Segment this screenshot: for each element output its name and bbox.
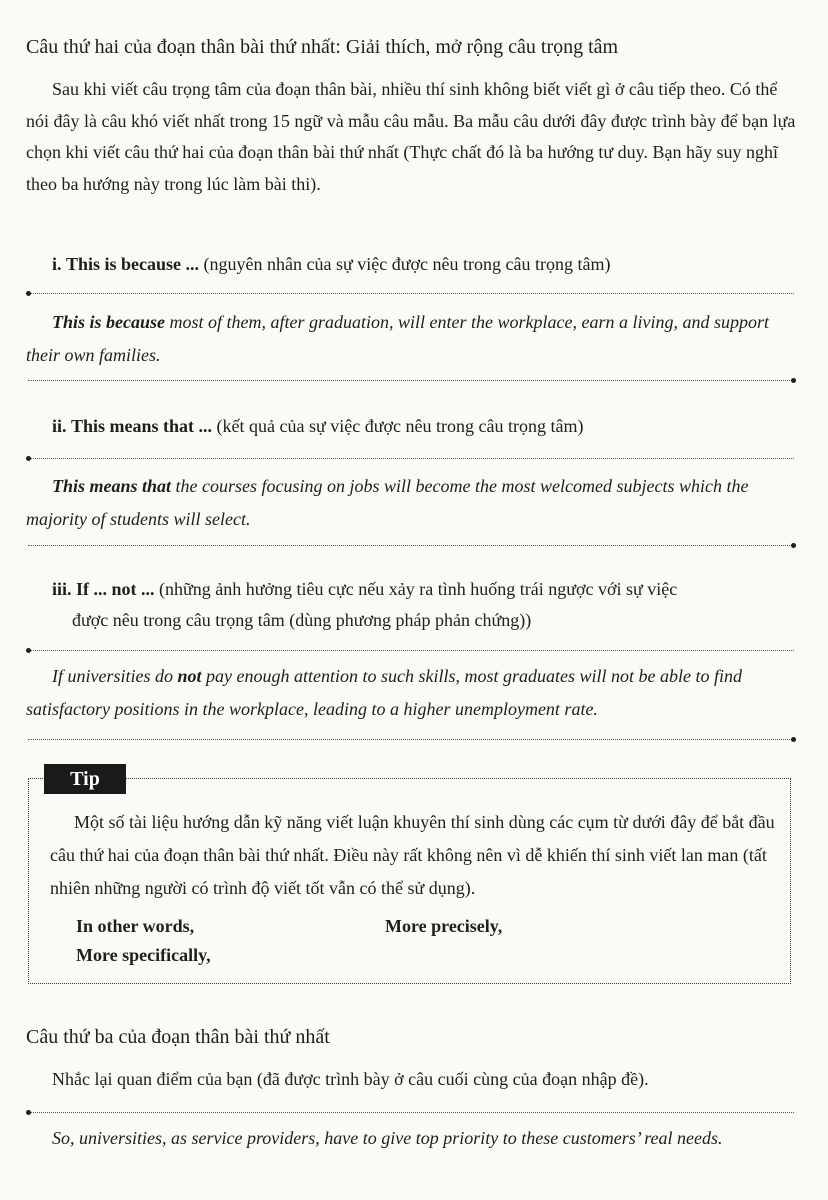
example-sentence-4 xyxy=(26,1122,798,1155)
dotted-divider xyxy=(28,293,794,294)
pattern-phrase: If ... not ... xyxy=(76,579,155,599)
pattern-number: ii. xyxy=(52,416,67,436)
example-sentence-2 xyxy=(26,470,798,536)
pattern-number: iii. xyxy=(52,579,72,599)
dotted-divider xyxy=(28,1112,794,1113)
dotted-divider xyxy=(28,380,794,381)
pattern-description: (những ảnh hưởng tiêu cực nếu xảy ra tình huống trái ngược với sự việc xyxy=(159,579,678,599)
example-text: So, universities, as service providers, have to give top priority to these customers’ real needs. xyxy=(52,1128,723,1148)
example-lead: This means that xyxy=(52,476,172,496)
dotted-divider xyxy=(28,545,794,546)
example-sentence-1 xyxy=(26,306,798,372)
pattern-item-3 xyxy=(52,574,802,636)
pattern-description: (kết quả của sự việc được nêu trong câu trọng tâm) xyxy=(216,416,584,436)
tip-label: Tip xyxy=(44,764,126,794)
pattern-description: (nguyên nhân của sự việc được nêu trong câu trọng tâm) xyxy=(203,254,611,274)
pattern-phrase: This means that ... xyxy=(71,416,213,436)
tip-phrase-more-precisely: More precisely, xyxy=(385,916,503,936)
dotted-divider xyxy=(28,739,794,740)
section-heading-second-sentence: Câu thứ hai của đoạn thân bài thứ nhất: Giải thích, mở rộng câu trọng tâm xyxy=(26,36,619,58)
dotted-divider xyxy=(28,650,794,651)
tip-text xyxy=(50,806,780,905)
intro-text: Sau khi viết câu trọng tâm của đoạn thân bài, nhiều thí sinh không biết viết gì ở câu tiếp theo. Có thể nói đây là câu khó viết nhất trong 15 ngữ và mẫu câu mẫu. Ba mẫu câu dưới đây được trình bày để bạn lựa chọn khi viết câu thứ hai của đoạn thân bài thứ nhất (Thực chất đó là ba hướng tư duy. Bạn hãy suy nghĩ theo ba hướng này trong lúc làm bài thi). xyxy=(26,79,796,194)
example-lead: This is because xyxy=(52,312,166,332)
example-rest: the courses focusing on jobs will become the most welcomed subjects which the majority of students will select. xyxy=(26,476,749,529)
example-rest: most of them, after graduation, will enter the workplace, earn a living, and support their own families. xyxy=(26,312,769,365)
tip-phrase-in-other-words: In other words, xyxy=(76,916,195,936)
pattern-description-continued: được nêu trong câu trọng tâm (dùng phương pháp phản chứng)) xyxy=(72,610,532,630)
example-part-c: pay enough attention to such skills, most graduates will not be able to find satisfactory positions in the workplace, leading to a higher unemployment rate. xyxy=(26,666,742,719)
section-heading-third-sentence: Câu thứ ba của đoạn thân bài thứ nhất xyxy=(26,1026,330,1048)
tip-body: Một số tài liệu hướng dẫn kỹ năng viết luận khuyên thí sinh dùng các cụm từ dưới đây để bắt đầu câu thứ hai của đoạn thân bài thứ nhất. Điều này rất không nên vì dễ khiến thí sinh viết lan man (tất nhiên những người có trình độ viết tốt vẫn có thể sử dụng). xyxy=(50,812,775,898)
pattern-phrase: This is because ... xyxy=(66,254,200,274)
pattern-item-1 xyxy=(52,249,610,280)
intro-paragraph xyxy=(26,74,798,200)
pattern-item-2 xyxy=(52,411,583,442)
third-sentence-description: Nhắc lại quan điểm của bạn (đã được trình bày ở câu cuối cùng của đoạn nhập đề). xyxy=(52,1069,649,1089)
example-sentence-3 xyxy=(26,660,798,726)
tip-phrase-more-specifically: More specifically, xyxy=(76,945,211,965)
example-part-a: If universities do xyxy=(52,666,173,686)
dotted-divider xyxy=(28,458,794,459)
example-emphasis: not xyxy=(177,666,202,686)
pattern-number: i. xyxy=(52,254,62,274)
